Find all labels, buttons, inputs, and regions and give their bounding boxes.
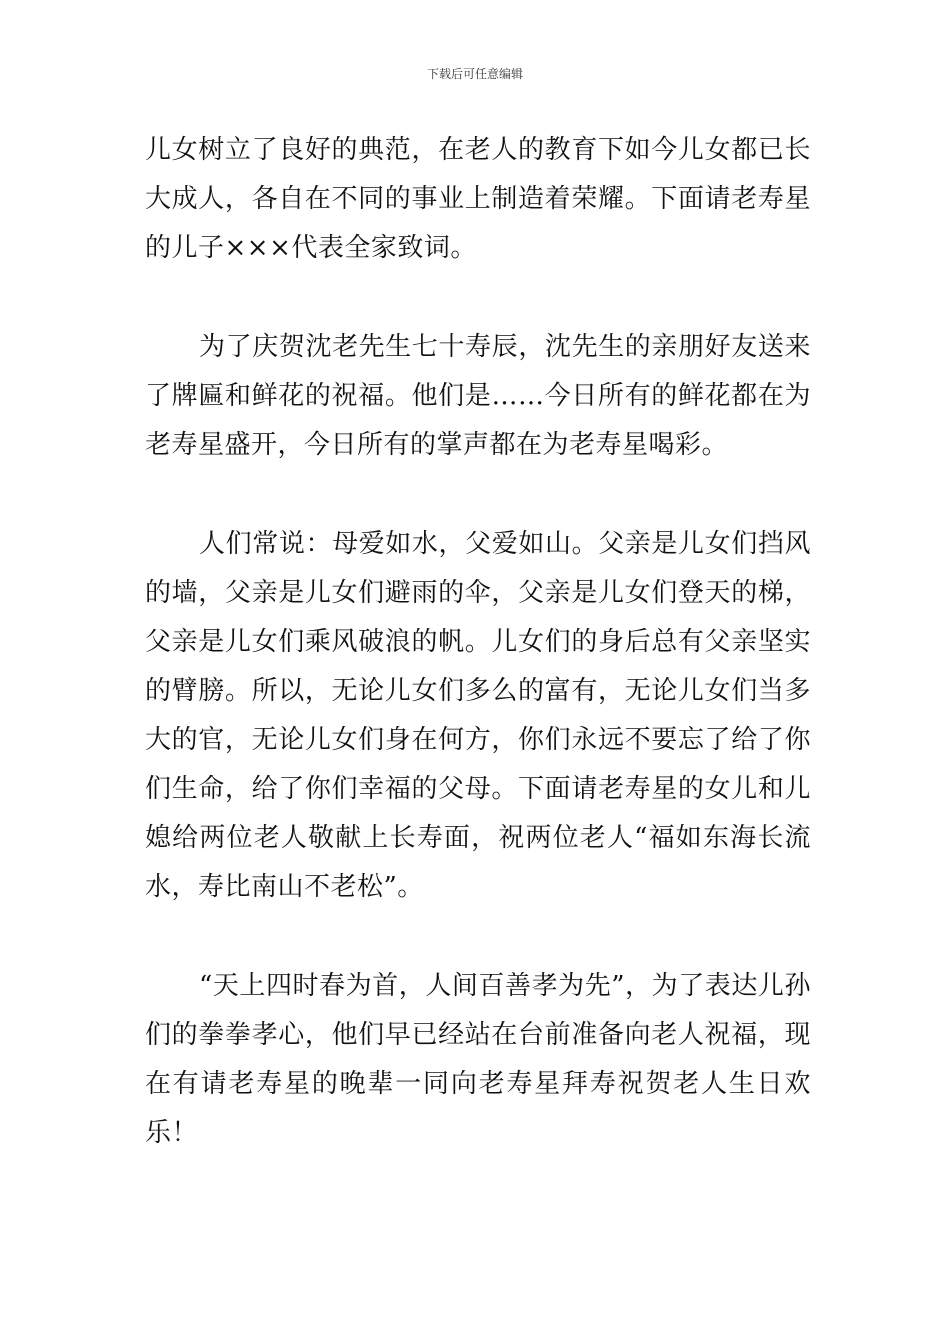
document-body <box>145 126 811 1208</box>
paragraph-4: “天上四时春为首，人间百善孝为先”，为了表达儿孙们的拳拳孝心，他们早已经站在台前准备向老人祝福，现在有请老寿星的晚辈一同向老寿星拜寿祝贺老人生日欢乐！ <box>145 971 811 1148</box>
page-header: 下载后可任意编辑 <box>426 67 523 81</box>
paragraph-1: 儿女树立了良好的典范，在老人的教育下如今儿女都已长大成人，各自在不同的事业上制造着荣耀。下面请老寿星的儿子×××代表全家致词。 <box>145 135 811 263</box>
paragraph-2: 为了庆贺沈老先生七十寿辰，沈先生的亲朋好友送来了牌匾和鲜花的祝福。他们是……今日所有的鲜花都在为老寿星盛开，今日所有的掌声都在为老寿星喝彩。 <box>145 332 811 460</box>
paragraph-3: 人们常说：母爱如水，父爱如山。父亲是儿女们挡风的墙，父亲是儿女们避雨的伞，父亲是儿女们登天的梯，父亲是儿女们乘风破浪的帆。儿女们的身后总有父亲坚实的臂膀。所以，无论儿女们多么的富有，无论儿女们当多大的官，无论儿女们身在何方，你们永远不要忘了给了你们生命，给了你们幸福的父母。下面请老寿星的女儿和儿媳给两位老人敬献上长寿面，祝两位老人“福如东海长流水，寿比南山不老松”。 <box>145 529 811 902</box>
